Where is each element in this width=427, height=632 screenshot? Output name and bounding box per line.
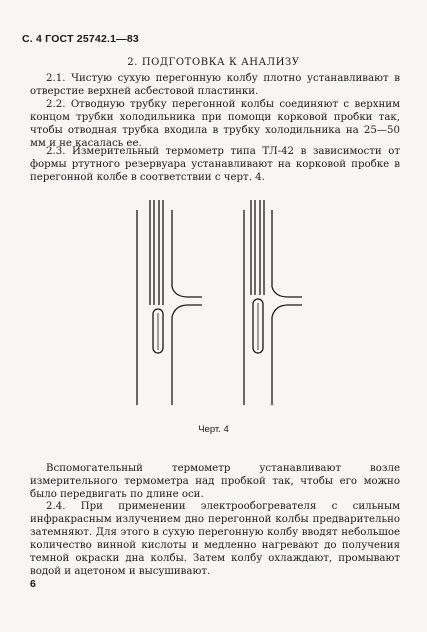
page-number: 6 xyxy=(30,578,36,590)
page-header: С. 4 ГОСТ 25742.1—83 xyxy=(22,33,139,45)
paragraph-2-3 xyxy=(30,145,400,184)
paragraph-2-2 xyxy=(30,98,400,150)
paragraph-2-2-text: 2.2. Отводную трубку перегонной колбы соединяют с верхним концом трубки холодильника при помощи корковой пробки так, чтобы отводная трубка входила в трубку холодильника на 25—50 мм и не касалась ее. xyxy=(30,99,400,149)
paragraph-2-4-text: 2.4. При применении электрообогревателя с сильным инфракрасным излучением дно перегонной колбы предварительно затемняют. Для этого в сухую перегонную колбу вводят небольшое количество винной кислоты и медленно нагревают до получения темной окраски дна колбы. Затем колбу охлаждают, промывают водой и ацетоном и высушивают. xyxy=(30,501,400,577)
paragraph-2-1-text: 2.1. Чистую сухую перегонную колбу плотно устанавливают в отверстие верхней асбестовой пластинки. xyxy=(30,73,400,97)
right-side-arm-top xyxy=(272,287,302,297)
paragraph-aux-thermometer xyxy=(30,462,400,501)
left-side-arm-bottom xyxy=(172,305,202,317)
paragraph-2-4 xyxy=(30,500,400,578)
paragraph-2-1 xyxy=(30,72,400,98)
figure-4-drawing xyxy=(120,195,320,410)
figure-caption: Черт. 4 xyxy=(198,424,229,435)
paragraph-aux-thermometer-text: Вспомогательный термометр устанавливают возле измерительного термометра над пробкой так, чтобы его можно было передвигать по длине оси. xyxy=(30,463,400,500)
right-side-arm-bottom xyxy=(272,305,302,317)
paragraph-2-3-text: 2.3. Измерительный термометр типа ТЛ-42 в зависимости от формы ртутного резервуара устанавливают на корковой пробке в перегонной колбе в соответствии с черт. 4. xyxy=(30,146,400,183)
section-title: 2. ПОДГОТОВКА К АНАЛИЗУ xyxy=(127,57,300,68)
left-side-arm-top xyxy=(172,287,202,297)
